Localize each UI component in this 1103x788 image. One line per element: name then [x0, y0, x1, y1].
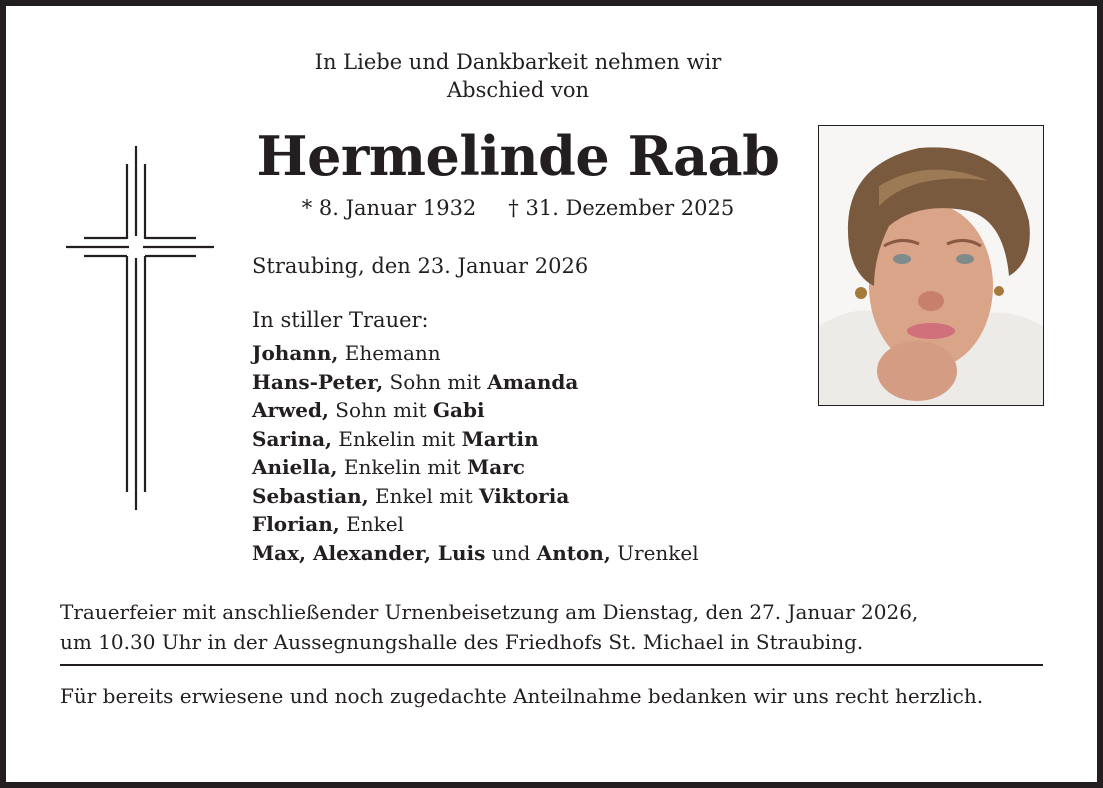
- intro-line-1: In Liebe und Dankbarkeit nehmen wir: [314, 50, 722, 74]
- deceased-name: Hermelinde Raab: [256, 124, 780, 188]
- death-date: † 31. Dezember 2025: [508, 196, 735, 220]
- mourner-name: Aniella,: [252, 455, 338, 479]
- mourners-list: [252, 339, 699, 567]
- mourner-relation: Enkel: [339, 512, 404, 536]
- portrait-image: [819, 126, 1043, 405]
- ceremony-line-2: um 10.30 Uhr in der Aussegnungshalle des Friedhofs St. Michael in Straubing.: [60, 630, 864, 654]
- mourner-line: [252, 425, 699, 454]
- cross-icon: [56, 136, 216, 516]
- mourner-line: [252, 339, 699, 368]
- mourner-name: Martin: [461, 426, 539, 451]
- mourner-name: Hans-Peter,: [252, 369, 384, 394]
- mourner-line: [252, 539, 699, 568]
- mourner-name: Sebastian,: [252, 483, 369, 508]
- intro-line-2: Abschied von: [447, 78, 589, 102]
- mourner-relation: Sohn mit: [383, 369, 488, 394]
- mourner-name: Marc: [467, 455, 525, 479]
- intro-text: [6, 48, 1030, 104]
- mourner-name: Anton,: [536, 540, 611, 565]
- place-date: Straubing, den 23. Januar 2026: [252, 254, 589, 278]
- mourner-line: [252, 453, 699, 482]
- mourner-name: Viktoria: [478, 483, 570, 508]
- mourner-relation: und: [485, 540, 537, 565]
- mourner-line: [252, 482, 699, 511]
- mourner-name: Gabi: [432, 398, 485, 422]
- mourner-name: Florian,: [252, 512, 340, 536]
- mourner-name: Amanda: [487, 369, 579, 394]
- obituary-notice: [6, 6, 1097, 782]
- mourner-relation: Ehemann: [338, 341, 441, 365]
- mourner-relation: Enkelin mit: [332, 426, 462, 451]
- mourner-name: Arwed,: [252, 398, 329, 422]
- birth-date: * 8. Januar 1932: [301, 196, 477, 220]
- mourner-line: [252, 510, 699, 539]
- ceremony-info: [60, 597, 1050, 657]
- ceremony-line-1: Trauerfeier mit anschließender Urnenbeisetzung am Dienstag, den 27. Januar 2026,: [60, 600, 919, 624]
- mourner-name: Johann,: [252, 341, 339, 365]
- divider: [60, 664, 1043, 666]
- mourner-relation: Enkelin mit: [337, 455, 468, 479]
- mourner-name: Sarina,: [252, 426, 332, 451]
- thanks-text: Für bereits erwiesene und noch zugedachte Anteilnahme bedanken wir uns recht herzlich.: [60, 684, 984, 708]
- mourner-relation: Sohn mit: [328, 398, 433, 422]
- mourner-line: [252, 368, 699, 397]
- portrait-photo: [818, 125, 1044, 406]
- mourner-name: Max, Alexander, Luis: [252, 540, 486, 565]
- mourner-relation: Urenkel: [610, 540, 699, 565]
- mourners-title: In stiller Trauer:: [252, 308, 429, 332]
- mourner-relation: Enkel mit: [368, 483, 479, 508]
- mourner-line: [252, 396, 699, 425]
